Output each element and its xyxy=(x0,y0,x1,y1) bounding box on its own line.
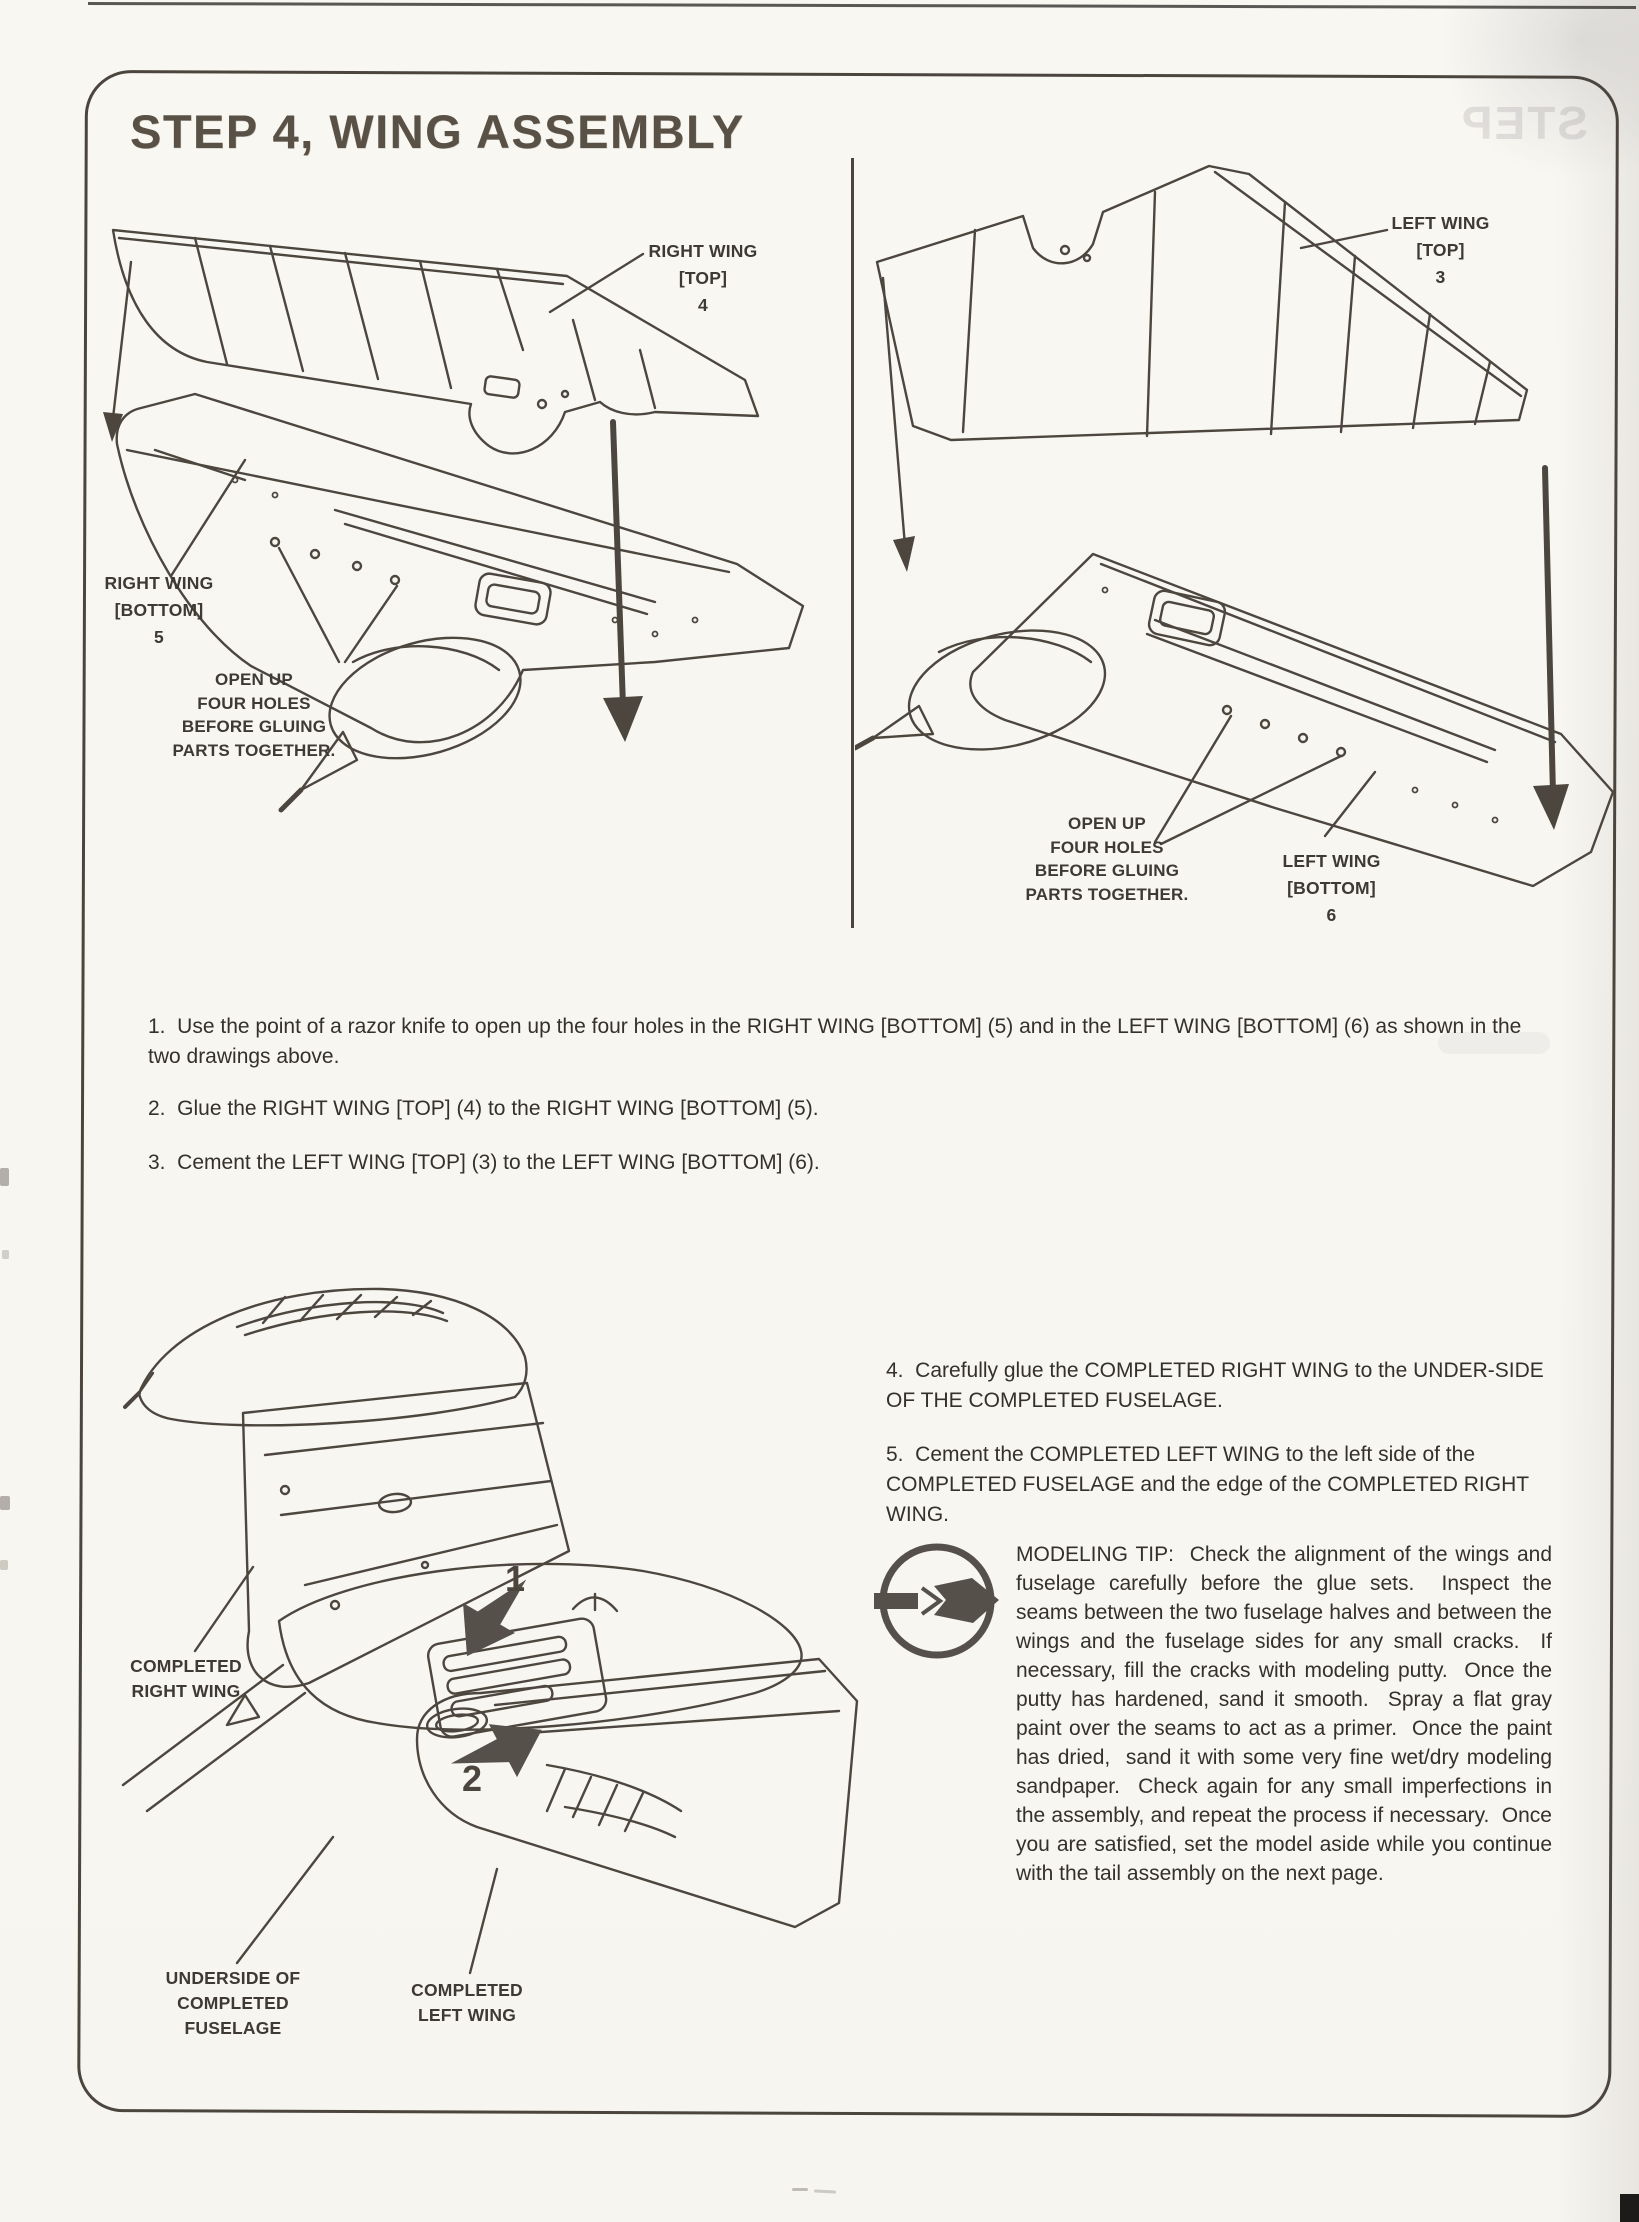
note-line: OPEN UP xyxy=(215,670,293,689)
knife-chevron xyxy=(922,1588,940,1614)
glue-step-2-arrow xyxy=(443,1703,556,1801)
label-completed-left-wing xyxy=(382,1978,552,2028)
instruction-step-2: 2. Glue the RIGHT WING [TOP] (4) to the RIGHT WING [BOTTOM] (5). xyxy=(148,1097,819,1120)
down-arrow xyxy=(603,422,643,742)
note-open-holes-right xyxy=(164,668,344,762)
label-right-wing-bottom xyxy=(98,570,220,651)
assembly-direction-arrow xyxy=(883,278,915,572)
page-title: STEP 4, WING ASSEMBLY xyxy=(130,105,745,158)
note-open-holes-left xyxy=(1017,812,1197,906)
leader-line xyxy=(195,1567,253,1651)
glue-holes xyxy=(1223,706,1345,756)
instruction-step-3: 3. Cement the LEFT WING [TOP] (3) to the LEFT WING [BOTTOM] (6). xyxy=(148,1151,820,1174)
note-line: BEFORE GLUING xyxy=(1034,861,1180,880)
leader-line xyxy=(1325,772,1375,836)
note-line: BEFORE GLUING xyxy=(181,717,327,736)
label-line: LEFT WING xyxy=(417,2005,517,2025)
modeling-tip-text: MODELING TIP: Check the alignment of the wings and fuselage carefully before the glue sets. Inspect the seams between the two fuselage halves and between the wings and the fuselage sides for any small cracks. If necessary, fill the cracks with modeling putty. Once the putty has hardened, sand it smooth. Spray a flat gray paint over the seams to act as a primer. Once the paint has dried, sand it with some very fine wet/dry modeling sandpaper. Check again for any small imperfections in the assembly, and repeat the process if necessary. Once you are satisfied, set the model aside while you continue with the tail assembly on the next page. xyxy=(1016,1543,1558,1885)
arrow-number-1: 1 xyxy=(505,1558,526,1599)
leader-line xyxy=(279,548,339,662)
wing-slot xyxy=(426,1617,608,1739)
part-variant: [TOP] xyxy=(678,268,728,288)
completed-left-wing-part xyxy=(417,1659,857,1973)
label-left-wing-bottom xyxy=(1244,848,1419,929)
part-number: 5 xyxy=(154,627,164,647)
leader-line xyxy=(237,1837,333,1963)
label-left-wing-top xyxy=(1353,210,1528,291)
label-line: COMPLETED xyxy=(177,1993,289,2013)
margin-mark xyxy=(0,1168,9,1186)
note-line: FOUR HOLES xyxy=(197,693,311,713)
scan-edge-chip xyxy=(1620,2194,1639,2222)
part-number: 4 xyxy=(698,295,708,315)
part-name: RIGHT WING xyxy=(104,573,214,593)
label-line: COMPLETED xyxy=(411,1980,523,2000)
part-variant: [TOP] xyxy=(1416,240,1465,260)
scan-edge-top-line xyxy=(88,2,1636,9)
rivet-holes xyxy=(233,478,698,637)
label-line: UNDERSIDE OF xyxy=(165,1968,301,1988)
note-line: PARTS TOGETHER. xyxy=(1025,884,1189,904)
leader-line xyxy=(171,460,245,576)
knife-handle xyxy=(874,1593,918,1609)
instruction-step-4: 4. Carefully glue the COMPLETED RIGHT WING to the UNDER-SIDE OF THE COMPLETED FUSELAGE. xyxy=(886,1359,1550,1412)
part-number: 3 xyxy=(1435,267,1446,287)
part-number: 6 xyxy=(1326,905,1337,925)
label-line: COMPLETED xyxy=(130,1656,242,1676)
footer-mark xyxy=(792,2188,808,2191)
note-line: FOUR HOLES xyxy=(1050,837,1164,857)
leader-line xyxy=(470,1869,497,1973)
left-wing-bottom-part xyxy=(855,554,1613,886)
label-right-wing-top xyxy=(618,238,788,319)
part-variant: [BOTTOM] xyxy=(1287,878,1376,898)
label-line: RIGHT WING xyxy=(131,1681,241,1701)
modeling-tip-icon xyxy=(872,1536,1002,1666)
note-line: PARTS TOGETHER. xyxy=(172,740,336,760)
left-wing-top-part xyxy=(877,166,1527,440)
part-variant: [BOTTOM] xyxy=(114,600,204,620)
part-name: LEFT WING xyxy=(1391,213,1490,233)
arrow-number-2: 2 xyxy=(462,1758,483,1799)
instruction-step-5: 5. Cement the COMPLETED LEFT WING to the left side of the COMPLETED FUSELAGE and the edge of the COMPLETED RIGHT WING. xyxy=(886,1443,1535,1526)
glue-holes xyxy=(271,538,399,584)
label-line: FUSELAGE xyxy=(184,2018,282,2038)
part-name: RIGHT WING xyxy=(648,241,758,261)
part-name: LEFT WING xyxy=(1282,851,1381,871)
instruction-step-1: 1. Use the point of a razor knife to open up the four holes in the RIGHT WING [BOTTOM] (5) and in the LEFT WING [BOTTOM] (6) as shown in the two drawings above. xyxy=(148,1015,1528,1068)
label-underside-fuselage xyxy=(148,1966,318,2041)
label-completed-right-wing xyxy=(101,1654,271,1704)
margin-mark xyxy=(0,1496,10,1510)
footer-mark xyxy=(814,2189,836,2193)
ghost-bleedthrough-text: STEP xyxy=(1459,97,1588,149)
margin-mark xyxy=(0,1560,8,1570)
margin-mark xyxy=(2,1250,9,1259)
note-line: OPEN UP xyxy=(1068,814,1146,833)
down-arrow xyxy=(1533,468,1569,830)
